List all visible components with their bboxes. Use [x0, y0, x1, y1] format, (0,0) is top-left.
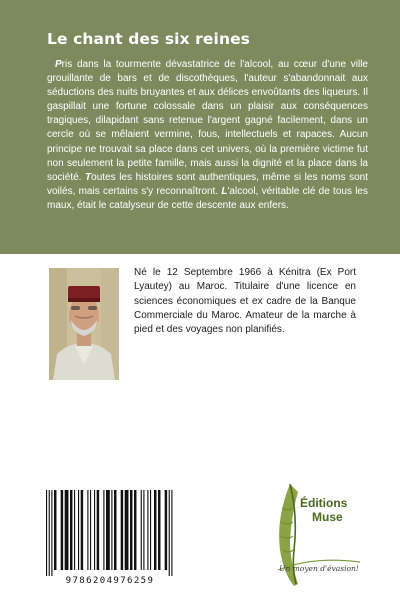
- barcode-bar: [65, 490, 69, 570]
- barcode-bar: [114, 490, 116, 570]
- barcode-bar: [121, 490, 123, 570]
- barcode-bar: [147, 490, 148, 570]
- barcode-bar: [130, 490, 132, 570]
- barcode-bar: [143, 490, 144, 570]
- back-cover-panel: [0, 0, 400, 254]
- barcode-bar: [78, 490, 79, 570]
- barcode-bar: [49, 490, 50, 576]
- author-photo: [49, 268, 119, 380]
- barcode-bar: [106, 490, 110, 570]
- blurb-text: ris dans la tourmente dévastatrice de l'alcool, au cœur d'une ville grouillante de bars et de discothèques, l'auteur s'abandonnait aux séductions des nuits bruyantes et aux délices envoûtants des liqueurs. Il gaspillait une fortune colossale dans un plaisir aux conséquences tragiques, dilapidant sans retenue l'argent gagné facilement, dans un cercle où se mêlaient vermine, fous, intellectuels et rapaces. Aucun principe ne trouvait sa place dans cet univers, où la première victime fut non seulement la petite famille, mais aussi la dignité et la place dans la société.: [47, 59, 368, 183]
- isbn-barcode: [42, 490, 178, 582]
- barcode-bar: [94, 490, 95, 570]
- barcode-bar: [61, 490, 63, 570]
- barcode-bar: [169, 490, 170, 576]
- blurb-initial: L: [221, 185, 228, 197]
- publisher-tagline: Un moyen d'évasion!: [279, 564, 359, 573]
- blurb-initial: P: [55, 59, 62, 70]
- barcode-bar: [125, 490, 129, 570]
- isbn-digits: 9786204976259: [65, 576, 155, 586]
- barcode-bar: [70, 490, 72, 570]
- barcode-bar: [54, 490, 56, 570]
- barcode-bar: [90, 490, 91, 570]
- barcode-bar: [134, 490, 136, 570]
- barcode-bar: [103, 490, 104, 570]
- author-portrait-image: [49, 268, 119, 380]
- barcode-bar: [81, 490, 83, 570]
- book-blurb: [47, 58, 368, 213]
- barcode-bar: [51, 490, 52, 576]
- barcode-bar: [158, 490, 160, 570]
- barcode-bar: [154, 490, 156, 570]
- barcode-bar: [97, 490, 99, 570]
- barcode-bar: [171, 490, 172, 576]
- barcode-bars: [42, 490, 178, 576]
- blurb-text: 'alcool, véritable clé de tous les maux, était le catalyseur de cette descente aux enfers.: [47, 185, 368, 211]
- barcode-bar: [150, 490, 151, 570]
- barcode-bar: [111, 490, 112, 570]
- publisher-name-line1: Éditions: [300, 496, 348, 510]
- blurb-text: outes les histoires sont authentiques, même si les noms sont voilés, mais certains s'y reconnaîtront.: [47, 171, 368, 197]
- barcode-bar: [141, 490, 142, 570]
- publisher-name-line2: Muse: [312, 510, 343, 524]
- barcode-bar: [46, 490, 47, 576]
- barcode-bar: [74, 490, 75, 570]
- barcode-bar: [165, 490, 167, 570]
- author-bio: Né le 12 Septembre 1966 à Kénitra (Ex Port Lyautey) au Maroc. Titulaire d'une licence en sciences économiques et ex cadre de la Banque Commerciale du Maroc. Amateur de la marche à pied et des voyages non planifiés.: [134, 267, 356, 336]
- barcode-bar: [87, 490, 88, 570]
- book-title: Le chant des six reines: [47, 30, 251, 48]
- blurb-initial: T: [85, 171, 92, 183]
